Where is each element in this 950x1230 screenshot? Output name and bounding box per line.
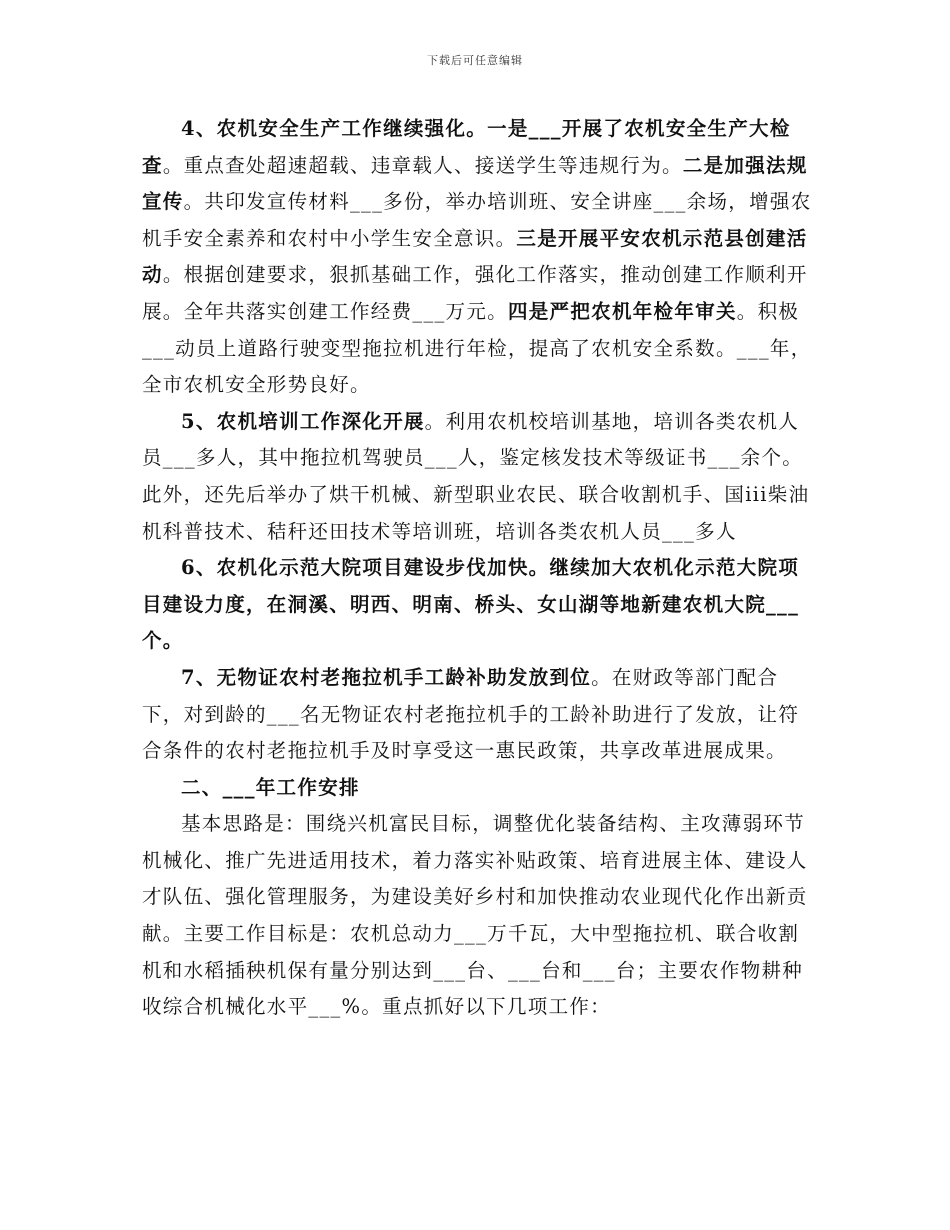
bold-heading: 7、无物证农村老拖拉机手工龄补助发放到位 [181, 665, 592, 689]
body-text: 。共印发宣传材料___多份，举办培训班、安全讲座___余场，增强农机手安全素养和农村中小学生安全意识。 [142, 190, 812, 250]
paragraph-8 [142, 806, 814, 1026]
page-header: 下载后可任意编辑 [427, 54, 523, 67]
body-text: 基本思路是：围绕兴机富民目标，调整优化装备结构、主攻薄弱环节机械化、推广先进适用技术，着力落实补贴政策、培育进展主体、建设人才队伍、强化管理服务，为建设美好乡村和加快推动农业现代化作出新贡献。主要工作目标是：农机总动力___万千瓦，大中型拖拉机、联合收割机和水稻插秧机保有量分别达到___台、___台和___台；主要农作物耕种收综合机械化水平___%。重点抓好以下几项工作： [142, 812, 808, 1019]
paragraph-6 [142, 550, 814, 660]
body-text: 。积极___动员上道路行驶变型拖拉机进行年检，提高了农机安全系数。___年，全市农机安全形势良好。 [142, 299, 812, 397]
body-text: 。根据创建要求，狠抓基础工作，强化工作落实，推动创建工作顺利开展。全年共落实创建工作经费___万元。 [142, 263, 808, 323]
bold-heading: 四是严把农机年检年审关 [507, 299, 737, 323]
bold-heading: 5、农机培训工作深化开展 [181, 409, 425, 433]
section-heading-2 [142, 770, 814, 807]
document-body [142, 111, 814, 1026]
paragraph-4 [142, 111, 814, 404]
body-text: 。在财政等部门配合下，对到龄的___名无物证农村老拖拉机手的工龄补助进行了发放，让符合条件的农村老拖拉机手及时享受这一惠民政策，共享改革进展成果。 [142, 665, 800, 763]
paragraph-7 [142, 660, 814, 770]
paragraph-5 [142, 404, 814, 550]
bold-heading: 二是加强法规宣传 [142, 153, 808, 214]
bold-heading: 三是开展平安农机示范县创建活动 [142, 226, 808, 287]
body-text: 。重点查处超速超载、违章载人、接送学生等违规行为。 [162, 153, 683, 177]
body-text: 。利用农机校培训基地，培训各类农机人员___多人，其中拖拉机驾驶员___人，鉴定核发技术等级证书___余个。此外，还先后举办了烘干机械、新型职业农民、联合收割机手、国iii柴油机科普技术、秸秆还田技术等培训班，培训各类农机人员___多人 [142, 409, 810, 543]
bold-heading: 6、农机化示范大院项目建设步伐加快。继续加大农机化示范大院项目建设力度，在洞溪、明西、明南、桥头、女山湖等地新建农机大院___个。 [142, 556, 800, 653]
bold-heading: 二、___年工作安排 [181, 775, 360, 799]
bold-heading: 4、农机安全生产工作继续强化。一是___开展了农机安全生产大检查 [142, 117, 791, 177]
